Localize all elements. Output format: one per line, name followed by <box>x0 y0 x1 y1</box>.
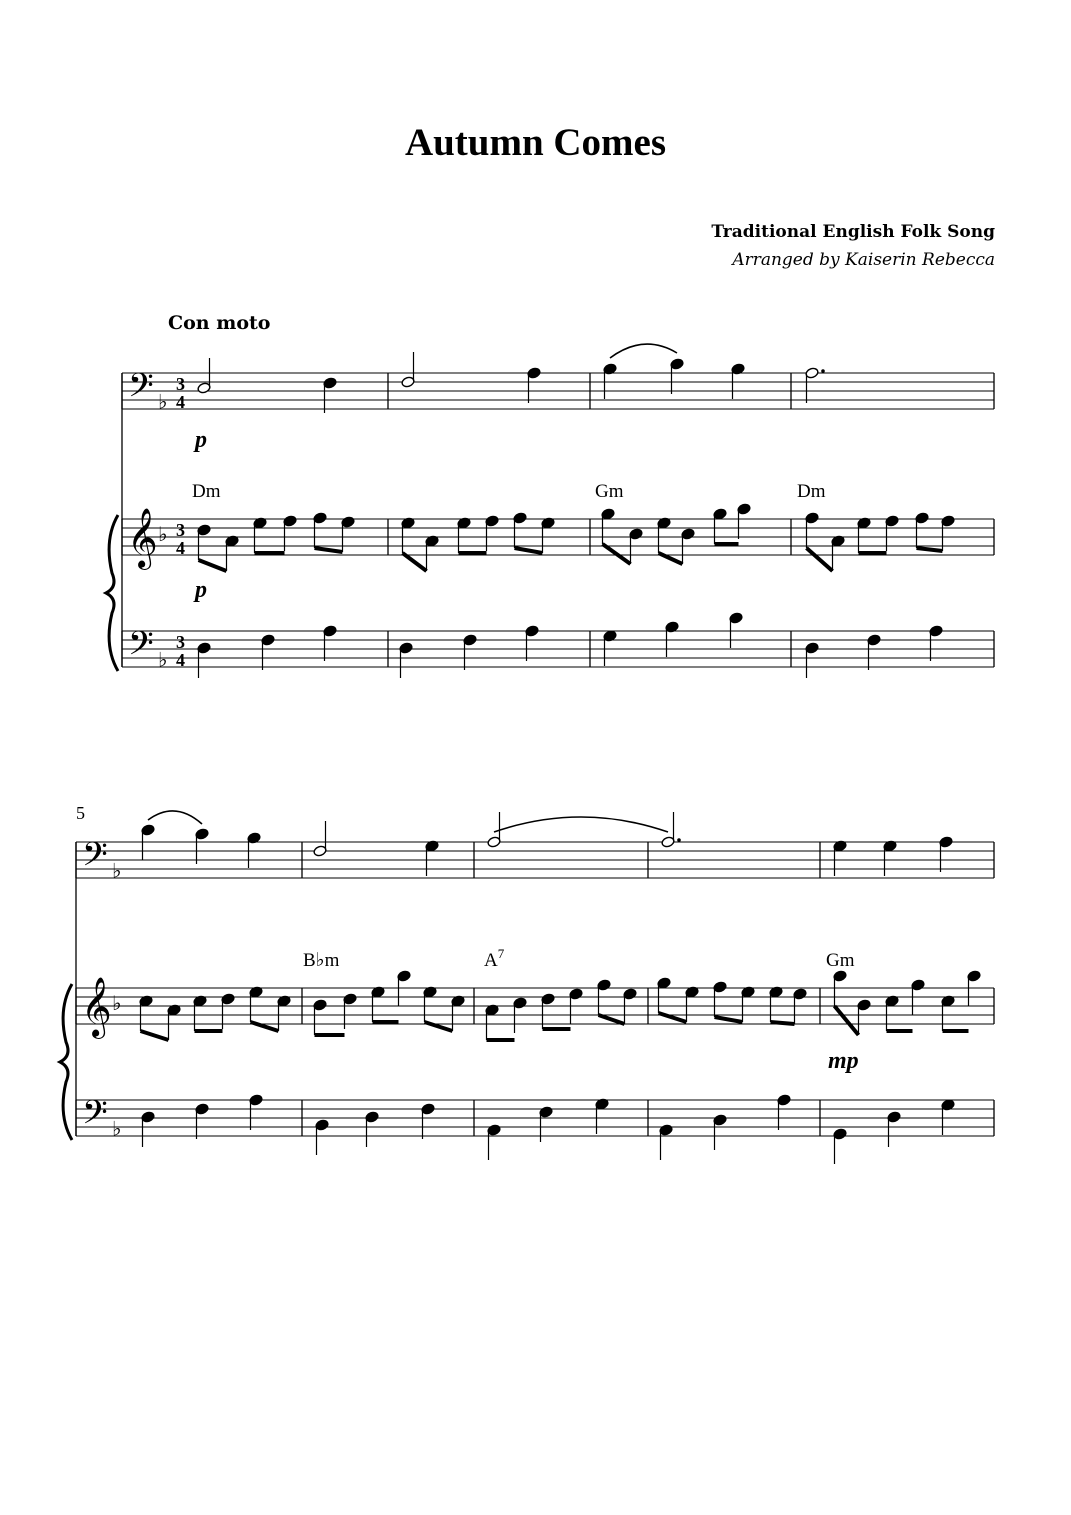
treble-clef-icon: 𝄞 <box>127 508 158 568</box>
slur <box>494 817 668 832</box>
beam <box>715 1017 743 1022</box>
dynamic-marking: p <box>195 577 207 603</box>
chord-symbol: $A^7$ <box>484 946 505 971</box>
flat-icon: ♭ <box>158 522 168 546</box>
beam <box>771 1022 795 1024</box>
chord-symbol: Dm <box>192 481 221 502</box>
slur <box>148 811 202 824</box>
tempo-marking: Con moto <box>168 312 271 334</box>
flat-icon: ♭ <box>158 389 168 414</box>
beam <box>807 548 833 571</box>
beam <box>835 1006 859 1035</box>
measure-number: 5 <box>76 803 85 823</box>
flat-icon: ♭ <box>112 858 122 883</box>
chord-symbol: B♭m <box>303 950 340 971</box>
dynamic-marking: p <box>195 427 207 453</box>
beam <box>141 1031 169 1040</box>
dynamic-marking: mp <box>828 1048 859 1074</box>
notes <box>139 344 981 1164</box>
chord-symbol: Gm <box>826 950 855 971</box>
piano-brace <box>60 984 72 1140</box>
beam <box>917 548 943 551</box>
chord-symbol: Gm <box>595 481 624 502</box>
flat-icon: ♭ <box>112 991 122 1015</box>
beam <box>599 1015 625 1024</box>
beam <box>425 1022 453 1031</box>
beam <box>515 548 543 553</box>
dot <box>677 838 681 842</box>
page-title: Autumn Comes <box>404 121 667 164</box>
beam <box>199 560 227 571</box>
bass-clef-icon: 𝄢 <box>128 367 154 413</box>
time-signature-top: 3 <box>176 632 185 652</box>
composer: Traditional English Folk Song <box>711 222 995 242</box>
chord-symbol: Dm <box>797 481 826 502</box>
time-signature-top: 3 <box>176 374 185 394</box>
time-signature-top: 3 <box>176 520 185 540</box>
time-signature-bottom: 4 <box>176 538 185 558</box>
time-signature-bottom: 4 <box>176 650 185 670</box>
dot <box>821 369 825 373</box>
beam <box>659 1013 687 1022</box>
beam <box>251 1022 279 1031</box>
arranger: Arranged by Kaiserin Rebecca <box>732 250 995 270</box>
bass-clef-icon: 𝄢 <box>82 836 108 882</box>
treble-clef-icon: 𝄞 <box>81 977 112 1037</box>
bass-clef-icon: 𝄢 <box>82 1094 108 1140</box>
piano-brace <box>106 515 118 671</box>
flat-icon: ♭ <box>158 647 168 672</box>
beam <box>315 548 343 552</box>
beam <box>603 544 631 564</box>
chord-superscript: 7 <box>497 946 505 961</box>
time-signature-bottom: 4 <box>176 392 185 412</box>
slur <box>610 344 677 358</box>
bass-clef-icon: 𝄢 <box>128 625 154 671</box>
flat-icon: ♭ <box>112 1116 122 1141</box>
beam <box>403 553 427 571</box>
